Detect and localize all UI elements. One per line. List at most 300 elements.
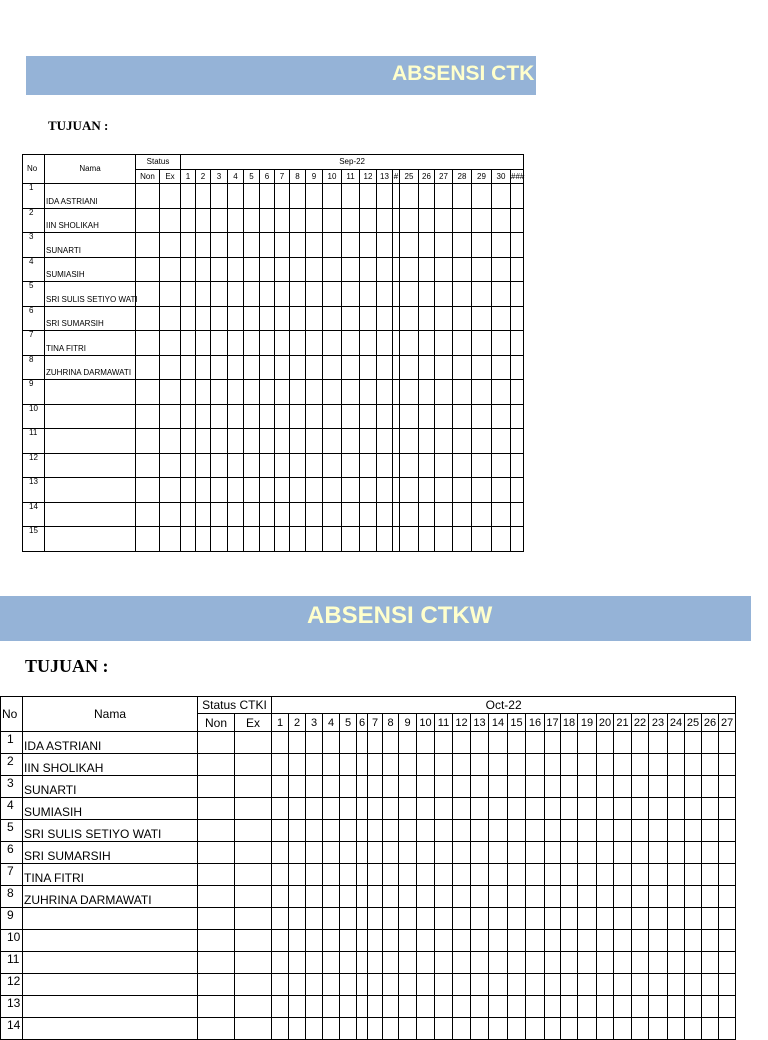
attendance-cell[interactable] — [614, 952, 632, 974]
status-non-cell[interactable] — [136, 331, 160, 356]
attendance-cell[interactable] — [435, 527, 453, 552]
attendance-cell[interactable] — [228, 355, 244, 380]
attendance-cell[interactable] — [435, 952, 453, 974]
attendance-cell[interactable] — [668, 732, 685, 754]
attendance-cell[interactable] — [211, 453, 228, 478]
attendance-cell[interactable] — [275, 233, 290, 258]
attendance-cell[interactable] — [290, 184, 306, 209]
attendance-cell[interactable] — [323, 776, 340, 798]
attendance-cell[interactable] — [306, 842, 323, 864]
attendance-cell[interactable] — [435, 404, 453, 429]
attendance-cell[interactable] — [275, 502, 290, 527]
attendance-cell[interactable] — [511, 502, 524, 527]
attendance-cell[interactable] — [211, 184, 228, 209]
attendance-cell[interactable] — [702, 974, 719, 996]
attendance-cell[interactable] — [228, 527, 244, 552]
attendance-cell[interactable] — [614, 842, 632, 864]
attendance-cell[interactable] — [323, 820, 340, 842]
attendance-cell[interactable] — [453, 208, 472, 233]
status-ex-cell[interactable] — [160, 282, 181, 307]
attendance-cell[interactable] — [472, 527, 492, 552]
attendance-cell[interactable] — [419, 208, 435, 233]
attendance-cell[interactable] — [649, 974, 668, 996]
attendance-cell[interactable] — [435, 184, 453, 209]
attendance-cell[interactable] — [211, 331, 228, 356]
attendance-cell[interactable] — [196, 355, 211, 380]
attendance-cell[interactable] — [702, 908, 719, 930]
attendance-cell[interactable] — [419, 502, 435, 527]
attendance-cell[interactable] — [453, 306, 472, 331]
attendance-cell[interactable] — [649, 996, 668, 1018]
attendance-cell[interactable] — [668, 974, 685, 996]
attendance-cell[interactable] — [578, 996, 597, 1018]
attendance-cell[interactable] — [289, 1018, 306, 1040]
attendance-cell[interactable] — [357, 820, 368, 842]
attendance-cell[interactable] — [400, 380, 419, 405]
attendance-cell[interactable] — [472, 331, 492, 356]
attendance-cell[interactable] — [526, 776, 545, 798]
attendance-cell[interactable] — [702, 886, 719, 908]
attendance-cell[interactable] — [399, 996, 417, 1018]
attendance-cell[interactable] — [306, 429, 323, 454]
attendance-cell[interactable] — [419, 453, 435, 478]
attendance-cell[interactable] — [393, 282, 400, 307]
status-non-cell[interactable] — [136, 404, 160, 429]
attendance-cell[interactable] — [357, 930, 368, 952]
attendance-cell[interactable] — [685, 930, 702, 952]
attendance-cell[interactable] — [453, 355, 472, 380]
attendance-cell[interactable] — [196, 527, 211, 552]
attendance-cell[interactable] — [561, 996, 578, 1018]
attendance-cell[interactable] — [289, 842, 306, 864]
attendance-cell[interactable] — [435, 453, 453, 478]
attendance-cell[interactable] — [272, 776, 289, 798]
attendance-cell[interactable] — [360, 184, 377, 209]
attendance-cell[interactable] — [508, 952, 526, 974]
attendance-cell[interactable] — [196, 478, 211, 503]
attendance-cell[interactable] — [508, 754, 526, 776]
attendance-cell[interactable] — [419, 233, 435, 258]
attendance-cell[interactable] — [357, 798, 368, 820]
attendance-cell[interactable] — [419, 282, 435, 307]
attendance-cell[interactable] — [668, 930, 685, 952]
attendance-cell[interactable] — [702, 842, 719, 864]
attendance-cell[interactable] — [614, 996, 632, 1018]
attendance-cell[interactable] — [649, 952, 668, 974]
attendance-cell[interactable] — [340, 886, 357, 908]
attendance-cell[interactable] — [526, 842, 545, 864]
attendance-cell[interactable] — [578, 842, 597, 864]
attendance-cell[interactable] — [561, 842, 578, 864]
attendance-cell[interactable] — [561, 864, 578, 886]
attendance-cell[interactable] — [383, 732, 399, 754]
attendance-cell[interactable] — [360, 404, 377, 429]
attendance-cell[interactable] — [472, 478, 492, 503]
attendance-cell[interactable] — [400, 208, 419, 233]
attendance-cell[interactable] — [685, 952, 702, 974]
attendance-cell[interactable] — [545, 974, 561, 996]
status-ex-cell[interactable] — [235, 930, 272, 952]
attendance-cell[interactable] — [417, 952, 435, 974]
attendance-cell[interactable] — [368, 798, 383, 820]
attendance-cell[interactable] — [508, 930, 526, 952]
attendance-cell[interactable] — [368, 842, 383, 864]
attendance-cell[interactable] — [377, 208, 393, 233]
status-ex-cell[interactable] — [235, 1018, 272, 1040]
attendance-cell[interactable] — [377, 306, 393, 331]
attendance-cell[interactable] — [393, 306, 400, 331]
attendance-cell[interactable] — [614, 732, 632, 754]
attendance-cell[interactable] — [649, 908, 668, 930]
attendance-cell[interactable] — [400, 184, 419, 209]
attendance-cell[interactable] — [489, 798, 508, 820]
attendance-cell[interactable] — [668, 754, 685, 776]
attendance-cell[interactable] — [275, 527, 290, 552]
attendance-cell[interactable] — [435, 1018, 453, 1040]
attendance-cell[interactable] — [453, 1018, 471, 1040]
attendance-cell[interactable] — [511, 184, 524, 209]
attendance-cell[interactable] — [383, 864, 399, 886]
attendance-cell[interactable] — [211, 355, 228, 380]
attendance-cell[interactable] — [272, 864, 289, 886]
attendance-cell[interactable] — [545, 864, 561, 886]
attendance-cell[interactable] — [244, 478, 260, 503]
attendance-cell[interactable] — [323, 952, 340, 974]
attendance-cell[interactable] — [377, 184, 393, 209]
attendance-cell[interactable] — [453, 776, 471, 798]
status-ex-cell[interactable] — [235, 776, 272, 798]
attendance-cell[interactable] — [545, 1018, 561, 1040]
attendance-cell[interactable] — [472, 502, 492, 527]
attendance-cell[interactable] — [289, 798, 306, 820]
attendance-cell[interactable] — [419, 184, 435, 209]
attendance-cell[interactable] — [323, 754, 340, 776]
attendance-cell[interactable] — [306, 864, 323, 886]
attendance-cell[interactable] — [668, 820, 685, 842]
attendance-cell[interactable] — [578, 732, 597, 754]
attendance-cell[interactable] — [545, 842, 561, 864]
attendance-cell[interactable] — [511, 527, 524, 552]
attendance-cell[interactable] — [368, 732, 383, 754]
attendance-cell[interactable] — [471, 996, 489, 1018]
attendance-cell[interactable] — [453, 908, 471, 930]
attendance-cell[interactable] — [632, 952, 649, 974]
attendance-cell[interactable] — [435, 429, 453, 454]
attendance-cell[interactable] — [289, 908, 306, 930]
attendance-cell[interactable] — [435, 233, 453, 258]
attendance-cell[interactable] — [489, 754, 508, 776]
attendance-cell[interactable] — [649, 754, 668, 776]
attendance-cell[interactable] — [492, 184, 511, 209]
attendance-cell[interactable] — [306, 952, 323, 974]
attendance-cell[interactable] — [578, 754, 597, 776]
attendance-cell[interactable] — [399, 798, 417, 820]
attendance-cell[interactable] — [383, 930, 399, 952]
attendance-cell[interactable] — [290, 380, 306, 405]
attendance-cell[interactable] — [508, 1018, 526, 1040]
attendance-cell[interactable] — [340, 908, 357, 930]
attendance-cell[interactable] — [211, 208, 228, 233]
attendance-cell[interactable] — [342, 404, 360, 429]
attendance-cell[interactable] — [649, 798, 668, 820]
attendance-cell[interactable] — [228, 257, 244, 282]
attendance-cell[interactable] — [360, 306, 377, 331]
attendance-cell[interactable] — [719, 864, 736, 886]
attendance-cell[interactable] — [719, 952, 736, 974]
attendance-cell[interactable] — [340, 798, 357, 820]
attendance-cell[interactable] — [578, 952, 597, 974]
attendance-cell[interactable] — [511, 233, 524, 258]
attendance-cell[interactable] — [323, 453, 342, 478]
attendance-cell[interactable] — [383, 886, 399, 908]
status-ex-cell[interactable] — [160, 306, 181, 331]
attendance-cell[interactable] — [342, 282, 360, 307]
status-non-cell[interactable] — [136, 282, 160, 307]
attendance-cell[interactable] — [561, 820, 578, 842]
attendance-cell[interactable] — [306, 754, 323, 776]
attendance-cell[interactable] — [323, 502, 342, 527]
attendance-cell[interactable] — [435, 974, 453, 996]
attendance-cell[interactable] — [181, 355, 196, 380]
attendance-cell[interactable] — [545, 798, 561, 820]
attendance-cell[interactable] — [181, 429, 196, 454]
status-ex-cell[interactable] — [160, 184, 181, 209]
attendance-cell[interactable] — [275, 380, 290, 405]
attendance-cell[interactable] — [306, 798, 323, 820]
status-ex-cell[interactable] — [160, 257, 181, 282]
attendance-cell[interactable] — [393, 233, 400, 258]
attendance-cell[interactable] — [453, 930, 471, 952]
status-ex-cell[interactable] — [160, 404, 181, 429]
attendance-cell[interactable] — [340, 732, 357, 754]
attendance-cell[interactable] — [290, 478, 306, 503]
attendance-cell[interactable] — [685, 908, 702, 930]
attendance-cell[interactable] — [472, 404, 492, 429]
status-ex-cell[interactable] — [160, 453, 181, 478]
attendance-cell[interactable] — [471, 908, 489, 930]
status-ex-cell[interactable] — [160, 429, 181, 454]
attendance-cell[interactable] — [360, 502, 377, 527]
attendance-cell[interactable] — [340, 996, 357, 1018]
status-ex-cell[interactable] — [160, 527, 181, 552]
attendance-cell[interactable] — [417, 776, 435, 798]
status-ex-cell[interactable] — [235, 754, 272, 776]
attendance-cell[interactable] — [323, 208, 342, 233]
attendance-cell[interactable] — [306, 257, 323, 282]
status-non-cell[interactable] — [136, 527, 160, 552]
attendance-cell[interactable] — [614, 776, 632, 798]
attendance-cell[interactable] — [228, 208, 244, 233]
attendance-cell[interactable] — [578, 908, 597, 930]
attendance-cell[interactable] — [632, 908, 649, 930]
attendance-cell[interactable] — [453, 798, 471, 820]
attendance-cell[interactable] — [272, 1018, 289, 1040]
status-non-cell[interactable] — [198, 820, 235, 842]
attendance-cell[interactable] — [453, 282, 472, 307]
attendance-cell[interactable] — [561, 886, 578, 908]
attendance-cell[interactable] — [702, 732, 719, 754]
attendance-cell[interactable] — [260, 453, 275, 478]
attendance-cell[interactable] — [196, 184, 211, 209]
attendance-cell[interactable] — [360, 478, 377, 503]
attendance-cell[interactable] — [400, 306, 419, 331]
attendance-cell[interactable] — [417, 930, 435, 952]
attendance-cell[interactable] — [453, 502, 472, 527]
status-ex-cell[interactable] — [235, 952, 272, 974]
attendance-cell[interactable] — [323, 886, 340, 908]
attendance-cell[interactable] — [290, 233, 306, 258]
attendance-cell[interactable] — [399, 864, 417, 886]
attendance-cell[interactable] — [545, 952, 561, 974]
attendance-cell[interactable] — [471, 1018, 489, 1040]
attendance-cell[interactable] — [472, 429, 492, 454]
attendance-cell[interactable] — [342, 502, 360, 527]
attendance-cell[interactable] — [323, 732, 340, 754]
attendance-cell[interactable] — [393, 331, 400, 356]
attendance-cell[interactable] — [668, 798, 685, 820]
attendance-cell[interactable] — [306, 380, 323, 405]
attendance-cell[interactable] — [357, 776, 368, 798]
attendance-cell[interactable] — [290, 429, 306, 454]
attendance-cell[interactable] — [399, 974, 417, 996]
attendance-cell[interactable] — [228, 306, 244, 331]
attendance-cell[interactable] — [632, 820, 649, 842]
attendance-cell[interactable] — [399, 952, 417, 974]
attendance-cell[interactable] — [545, 732, 561, 754]
attendance-cell[interactable] — [383, 842, 399, 864]
status-non-cell[interactable] — [136, 306, 160, 331]
attendance-cell[interactable] — [492, 257, 511, 282]
attendance-cell[interactable] — [306, 732, 323, 754]
attendance-cell[interactable] — [357, 974, 368, 996]
attendance-cell[interactable] — [419, 380, 435, 405]
status-non-cell[interactable] — [198, 732, 235, 754]
attendance-cell[interactable] — [472, 380, 492, 405]
attendance-cell[interactable] — [181, 233, 196, 258]
attendance-cell[interactable] — [508, 996, 526, 1018]
attendance-cell[interactable] — [357, 732, 368, 754]
attendance-cell[interactable] — [306, 453, 323, 478]
attendance-cell[interactable] — [597, 864, 614, 886]
attendance-cell[interactable] — [668, 864, 685, 886]
attendance-cell[interactable] — [290, 306, 306, 331]
attendance-cell[interactable] — [597, 732, 614, 754]
attendance-cell[interactable] — [289, 820, 306, 842]
attendance-cell[interactable] — [377, 453, 393, 478]
attendance-cell[interactable] — [275, 478, 290, 503]
attendance-cell[interactable] — [526, 732, 545, 754]
attendance-cell[interactable] — [511, 331, 524, 356]
attendance-cell[interactable] — [383, 996, 399, 1018]
attendance-cell[interactable] — [453, 478, 472, 503]
attendance-cell[interactable] — [181, 306, 196, 331]
attendance-cell[interactable] — [196, 331, 211, 356]
attendance-cell[interactable] — [244, 282, 260, 307]
attendance-cell[interactable] — [472, 453, 492, 478]
attendance-cell[interactable] — [275, 257, 290, 282]
attendance-cell[interactable] — [357, 842, 368, 864]
attendance-cell[interactable] — [492, 282, 511, 307]
attendance-cell[interactable] — [614, 820, 632, 842]
attendance-cell[interactable] — [383, 1018, 399, 1040]
attendance-cell[interactable] — [244, 527, 260, 552]
attendance-cell[interactable] — [511, 257, 524, 282]
attendance-cell[interactable] — [368, 1018, 383, 1040]
attendance-cell[interactable] — [340, 754, 357, 776]
attendance-cell[interactable] — [399, 930, 417, 952]
attendance-cell[interactable] — [685, 996, 702, 1018]
attendance-cell[interactable] — [360, 233, 377, 258]
attendance-cell[interactable] — [702, 776, 719, 798]
attendance-cell[interactable] — [244, 208, 260, 233]
attendance-cell[interactable] — [578, 776, 597, 798]
attendance-cell[interactable] — [228, 404, 244, 429]
attendance-cell[interactable] — [685, 842, 702, 864]
attendance-cell[interactable] — [578, 974, 597, 996]
attendance-cell[interactable] — [323, 257, 342, 282]
attendance-cell[interactable] — [419, 404, 435, 429]
attendance-cell[interactable] — [196, 380, 211, 405]
attendance-cell[interactable] — [342, 380, 360, 405]
attendance-cell[interactable] — [417, 996, 435, 1018]
attendance-cell[interactable] — [400, 257, 419, 282]
status-non-cell[interactable] — [136, 233, 160, 258]
attendance-cell[interactable] — [228, 502, 244, 527]
attendance-cell[interactable] — [360, 282, 377, 307]
status-non-cell[interactable] — [136, 429, 160, 454]
attendance-cell[interactable] — [668, 908, 685, 930]
attendance-cell[interactable] — [668, 952, 685, 974]
attendance-cell[interactable] — [435, 820, 453, 842]
attendance-cell[interactable] — [323, 527, 342, 552]
attendance-cell[interactable] — [211, 404, 228, 429]
attendance-cell[interactable] — [719, 798, 736, 820]
attendance-cell[interactable] — [649, 930, 668, 952]
attendance-cell[interactable] — [597, 908, 614, 930]
attendance-cell[interactable] — [196, 453, 211, 478]
attendance-cell[interactable] — [632, 886, 649, 908]
attendance-cell[interactable] — [360, 429, 377, 454]
attendance-cell[interactable] — [649, 776, 668, 798]
attendance-cell[interactable] — [306, 233, 323, 258]
attendance-cell[interactable] — [181, 257, 196, 282]
attendance-cell[interactable] — [342, 527, 360, 552]
status-non-cell[interactable] — [136, 355, 160, 380]
attendance-cell[interactable] — [377, 355, 393, 380]
attendance-cell[interactable] — [417, 1018, 435, 1040]
attendance-cell[interactable] — [453, 233, 472, 258]
status-non-cell[interactable] — [198, 952, 235, 974]
attendance-cell[interactable] — [702, 754, 719, 776]
attendance-cell[interactable] — [196, 282, 211, 307]
attendance-cell[interactable] — [244, 380, 260, 405]
attendance-cell[interactable] — [272, 908, 289, 930]
attendance-cell[interactable] — [453, 996, 471, 1018]
attendance-cell[interactable] — [377, 478, 393, 503]
attendance-cell[interactable] — [435, 380, 453, 405]
attendance-cell[interactable] — [435, 996, 453, 1018]
attendance-cell[interactable] — [417, 886, 435, 908]
attendance-cell[interactable] — [435, 331, 453, 356]
attendance-cell[interactable] — [702, 864, 719, 886]
attendance-cell[interactable] — [340, 820, 357, 842]
attendance-cell[interactable] — [489, 820, 508, 842]
attendance-cell[interactable] — [561, 754, 578, 776]
attendance-cell[interactable] — [561, 952, 578, 974]
attendance-cell[interactable] — [561, 1018, 578, 1040]
attendance-cell[interactable] — [196, 233, 211, 258]
attendance-cell[interactable] — [702, 930, 719, 952]
